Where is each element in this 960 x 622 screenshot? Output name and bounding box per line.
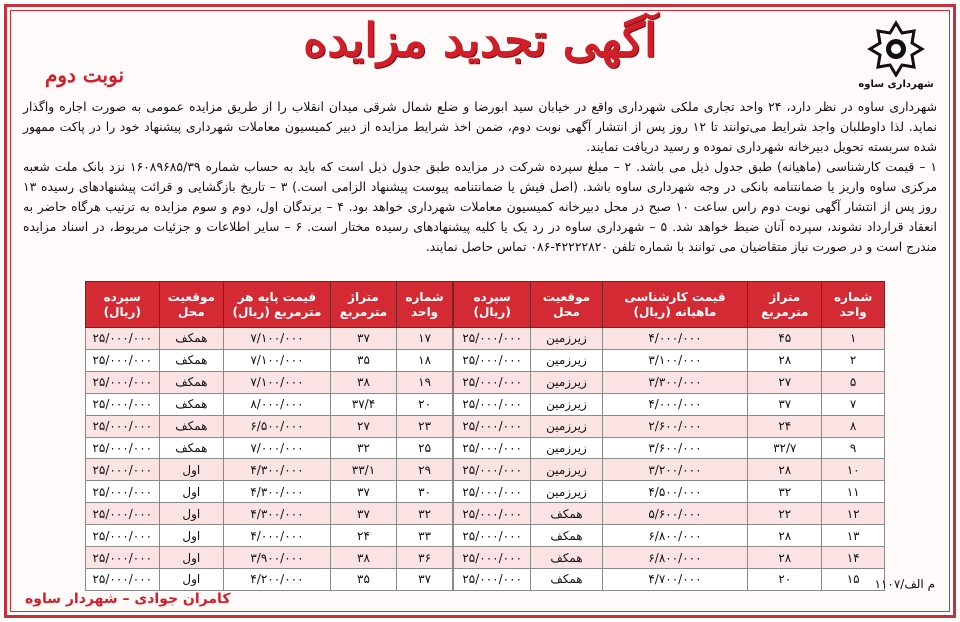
table-cell: ۲۵/۰۰۰/۰۰۰ bbox=[454, 481, 531, 503]
table-cell: ۲۷ bbox=[330, 415, 396, 437]
table-cell: ۵ bbox=[822, 371, 885, 393]
table-row bbox=[454, 525, 885, 547]
table-cell: همکف bbox=[159, 393, 224, 415]
notice-header bbox=[7, 13, 953, 93]
notice-title: آگهی تجدید مزایده bbox=[303, 13, 657, 67]
table-row bbox=[454, 393, 885, 415]
table-cell: ۱۹ bbox=[397, 371, 453, 393]
table-cell: همکف bbox=[159, 349, 224, 371]
table-cell: ۲۵/۰۰۰/۰۰۰ bbox=[86, 547, 160, 569]
auction-notice bbox=[4, 4, 956, 618]
table-row bbox=[86, 459, 453, 481]
col-location: موقعیت محل bbox=[159, 282, 224, 328]
table-cell: همکف bbox=[531, 503, 602, 525]
table-cell: ۸/۰۰۰/۰۰۰ bbox=[224, 393, 331, 415]
table-cell: ۳۲ bbox=[330, 437, 396, 459]
table-cell: ۴/۲۰۰/۰۰۰ bbox=[224, 568, 331, 590]
table-cell: ۳۷ bbox=[330, 328, 396, 350]
table-cell: ۷ bbox=[822, 393, 885, 415]
table-cell: ۱۰ bbox=[822, 459, 885, 481]
table-cell: ۲۵/۰۰۰/۰۰۰ bbox=[86, 568, 160, 590]
table-cell: ۳۵ bbox=[330, 349, 396, 371]
table-cell: ۲۵/۰۰۰/۰۰۰ bbox=[86, 503, 160, 525]
table-cell: ۲۲ bbox=[748, 503, 822, 525]
units-table-left-body bbox=[86, 328, 453, 591]
table-cell: ۳۸ bbox=[330, 371, 396, 393]
table-row bbox=[86, 547, 453, 569]
table-cell: ۴/۳۰۰/۰۰۰ bbox=[224, 503, 331, 525]
col-deposit: سپرده (ریال) bbox=[454, 282, 531, 328]
table-cell: ۲۰ bbox=[748, 568, 822, 590]
table-row bbox=[454, 415, 885, 437]
table-cell: ۱۴ bbox=[822, 547, 885, 569]
table-cell: همکف bbox=[159, 437, 224, 459]
table-cell: ۶/۸۰۰/۰۰۰ bbox=[602, 525, 748, 547]
table-row bbox=[454, 459, 885, 481]
table-cell: ۲۵/۰۰۰/۰۰۰ bbox=[454, 415, 531, 437]
table-row bbox=[86, 371, 453, 393]
table-cell: ۲۵/۰۰۰/۰۰۰ bbox=[454, 459, 531, 481]
col-area: متراژ مترمربع bbox=[330, 282, 396, 328]
units-table-left bbox=[85, 281, 453, 591]
table-cell: ۲۵/۰۰۰/۰۰۰ bbox=[454, 437, 531, 459]
table-cell: ۳/۱۰۰/۰۰۰ bbox=[602, 349, 748, 371]
table-cell: همکف bbox=[159, 328, 224, 350]
table-cell: همکف bbox=[159, 415, 224, 437]
table-cell: ۸ bbox=[822, 415, 885, 437]
table-row bbox=[454, 547, 885, 569]
table-cell: ۳۳ bbox=[397, 525, 453, 547]
table-cell: ۳۷/۴ bbox=[330, 393, 396, 415]
table-cell: ۴/۳۰۰/۰۰۰ bbox=[224, 459, 331, 481]
table-cell: ۱ bbox=[822, 328, 885, 350]
table-cell: ۳۸ bbox=[330, 547, 396, 569]
table-cell: ۲۵/۰۰۰/۰۰۰ bbox=[86, 328, 160, 350]
table-cell: اول bbox=[159, 547, 224, 569]
intro-paragraph: شهرداری ساوه در نظر دارد، ۲۴ واحد تجاری ملکی شهرداری واقع در خیابان سید ابورضا و ضلع شمال شرقی میدان انقلاب را از طریق مزایده عمومی به صورت اجاره واگذار نماید. لذا داوطلبان واجد شرایط می‌توانند تا ۱۲ روز پس از انتشار آگهی نوبت دوم، ضمن اخذ شرایط مزایده از دبیر کمیسیون معاملات شهرداری پیشنهاد خود را در پاکت ممهور شده سربسته تحویل دبیرخانه شهرداری نموده و رسید دریافت نمایند. bbox=[23, 99, 937, 154]
table-cell: ۲۵/۰۰۰/۰۰۰ bbox=[86, 481, 160, 503]
table-cell: ۱۱ bbox=[822, 481, 885, 503]
units-table-right bbox=[453, 281, 885, 591]
table-cell: ۱۵ bbox=[822, 568, 885, 590]
table-cell: ۳۳/۱ bbox=[330, 459, 396, 481]
notice-body bbox=[23, 97, 937, 257]
table-cell: ۳۲ bbox=[748, 481, 822, 503]
table-cell: ۷/۰۰۰/۰۰۰ bbox=[224, 437, 331, 459]
table-cell: ۲۹ bbox=[397, 459, 453, 481]
col-base-price: قیمت پایه هر مترمربع (ریال) bbox=[224, 282, 331, 328]
table-cell: ۳/۶۰۰/۰۰۰ bbox=[602, 437, 748, 459]
table-row bbox=[86, 349, 453, 371]
table-row bbox=[86, 437, 453, 459]
table-cell: ۳/۹۰۰/۰۰۰ bbox=[224, 547, 331, 569]
table-cell: ۷/۱۰۰/۰۰۰ bbox=[224, 349, 331, 371]
table-cell: ۲۵/۰۰۰/۰۰۰ bbox=[454, 393, 531, 415]
table-cell: ۳۲ bbox=[397, 503, 453, 525]
table-cell: ۳۷ bbox=[397, 568, 453, 590]
table-row bbox=[86, 525, 453, 547]
table-cell: ۳۰ bbox=[397, 481, 453, 503]
table-cell: همکف bbox=[531, 568, 602, 590]
table-cell: ۲۷ bbox=[748, 371, 822, 393]
table-row bbox=[86, 393, 453, 415]
table-row bbox=[86, 328, 453, 350]
table-cell: ۶/۸۰۰/۰۰۰ bbox=[602, 547, 748, 569]
logo-caption: شهرداری ساوه bbox=[858, 79, 934, 90]
table-row bbox=[454, 371, 885, 393]
table-cell: زیرزمین bbox=[531, 393, 602, 415]
table-cell: ۲۸ bbox=[748, 459, 822, 481]
table-cell: ۳۷ bbox=[330, 503, 396, 525]
table-cell: ۲۵/۰۰۰/۰۰۰ bbox=[86, 525, 160, 547]
table-cell: زیرزمین bbox=[531, 349, 602, 371]
table-cell: ۲۵/۰۰۰/۰۰۰ bbox=[454, 568, 531, 590]
table-cell: همکف bbox=[159, 371, 224, 393]
table-row bbox=[86, 503, 453, 525]
table-cell: ۲۸ bbox=[748, 525, 822, 547]
table-cell: ۷/۱۰۰/۰۰۰ bbox=[224, 371, 331, 393]
table-cell: ۲۴ bbox=[330, 525, 396, 547]
table-cell: ۴/۰۰۰/۰۰۰ bbox=[602, 393, 748, 415]
table-cell: ۲۴ bbox=[748, 415, 822, 437]
conditions-paragraph: ۱ – قیمت کارشناسی (ماهیانه) طبق جدول ذیل می باشد. ۲ – مبلغ سپرده شرکت در مزایده طبق جدول ذیل است که باید به حساب شماره ۱۶۰۸۹۶۸۵/۳۹ نزد بانک ملت شعبه مرکزی ساوه واریز یا ضمانتنامه بانکی در وجه شهرداری ساوه باشد. (اصل فیش یا ضمانتنامه پیوست پیشنهاد الزامی است.) ۳ – تاریخ بازگشایی و قرائت پیشنهادهای رسیده ۱۳ روز پس از انتشار آگهی نوبت دوم راس ساعت ۱۰ صبح در محل دبیرخانه کمیسیون معاملات شهرداری خواهد بود. ۴ – برندگان اول، دوم و سوم مزایده به ترتیب هرگاه حاضر به انعقاد قرارداد نشوند، سپرده آنان ضبط خواهد شد. ۵ – شهرداری ساوه در رد یک یا کلیه پیشنهادهای رسیده مختار است. ۶ – سایر اطلاعات و جزئیات مربوط، در اسناد مزایده مندرج است و در صورت نیاز متقاضیان می توانند با شماره تلفن ۴۲۲۲۲۸۲۰-۰۸۶ تماس حاصل نمایند. bbox=[23, 159, 937, 254]
publication-round: نوبت دوم bbox=[45, 63, 125, 87]
table-cell: زیرزمین bbox=[531, 415, 602, 437]
table-cell: ۳/۲۰۰/۰۰۰ bbox=[602, 459, 748, 481]
table-cell: ۹ bbox=[822, 437, 885, 459]
table-cell: ۱۷ bbox=[397, 328, 453, 350]
table-cell: اول bbox=[159, 525, 224, 547]
table-cell: ۲/۶۰۰/۰۰۰ bbox=[602, 415, 748, 437]
table-cell: ۲۵ bbox=[397, 437, 453, 459]
table-cell: همکف bbox=[531, 525, 602, 547]
table-cell: ۲۵/۰۰۰/۰۰۰ bbox=[86, 459, 160, 481]
table-cell: ۲۵/۰۰۰/۰۰۰ bbox=[454, 525, 531, 547]
table-row bbox=[454, 481, 885, 503]
table-cell: ۲۵/۰۰۰/۰۰۰ bbox=[86, 371, 160, 393]
table-cell: ۳۶ bbox=[397, 547, 453, 569]
table-cell: ۲۸ bbox=[748, 547, 822, 569]
table-row bbox=[86, 481, 453, 503]
table-cell: ۴/۰۰۰/۰۰۰ bbox=[224, 525, 331, 547]
table-cell: ۲۳ bbox=[397, 415, 453, 437]
table-cell: ۳۷ bbox=[330, 481, 396, 503]
table-cell: ۲۵/۰۰۰/۰۰۰ bbox=[454, 503, 531, 525]
table-cell: ۱۳ bbox=[822, 525, 885, 547]
table-cell: ۲۵/۰۰۰/۰۰۰ bbox=[86, 437, 160, 459]
table-cell: ۶/۵۰۰/۰۰۰ bbox=[224, 415, 331, 437]
table-cell: زیرزمین bbox=[531, 481, 602, 503]
table-cell: ۴۵ bbox=[748, 328, 822, 350]
table-cell: ۲۰ bbox=[397, 393, 453, 415]
table-cell: ۷/۱۰۰/۰۰۰ bbox=[224, 328, 331, 350]
table-cell: ۲۵/۰۰۰/۰۰۰ bbox=[454, 328, 531, 350]
table-cell: ۴/۷۰۰/۰۰۰ bbox=[602, 568, 748, 590]
table-cell: اول bbox=[159, 459, 224, 481]
table-cell: زیرزمین bbox=[531, 459, 602, 481]
col-unit-number: شماره واحد bbox=[397, 282, 453, 328]
table-cell: ۵/۶۰۰/۰۰۰ bbox=[602, 503, 748, 525]
col-deposit: سپرده (ریال) bbox=[86, 282, 160, 328]
publication-code: م الف/۱۱۰۷ bbox=[874, 577, 935, 591]
table-cell: اول bbox=[159, 568, 224, 590]
table-row bbox=[86, 415, 453, 437]
table-cell: ۳۵ bbox=[330, 568, 396, 590]
col-location: موقعیت محل bbox=[531, 282, 602, 328]
mayor-signature: کامران جوادی – شهردار ساوه bbox=[25, 591, 231, 607]
table-cell: ۲۵/۰۰۰/۰۰۰ bbox=[86, 393, 160, 415]
col-unit-number: شماره واحد bbox=[822, 282, 885, 328]
table-cell: ۱۸ bbox=[397, 349, 453, 371]
table-cell: ۲۵/۰۰۰/۰۰۰ bbox=[86, 349, 160, 371]
table-row bbox=[454, 503, 885, 525]
table-row bbox=[454, 349, 885, 371]
table-cell: ۱۲ bbox=[822, 503, 885, 525]
units-table-right-body bbox=[454, 328, 885, 591]
col-area: متراژ مترمربع bbox=[748, 282, 822, 328]
table-cell: زیرزمین bbox=[531, 328, 602, 350]
table-row bbox=[454, 328, 885, 350]
table-cell: اول bbox=[159, 481, 224, 503]
table-row bbox=[86, 568, 453, 590]
table-cell: ۳۲/۷ bbox=[748, 437, 822, 459]
table-cell: ۲۵/۰۰۰/۰۰۰ bbox=[86, 415, 160, 437]
table-cell: ۳۷ bbox=[748, 393, 822, 415]
units-tables bbox=[85, 281, 885, 591]
table-cell: ۲ bbox=[822, 349, 885, 371]
col-expert-price: قیمت کارشناسی ماهیانه (ریال) bbox=[602, 282, 748, 328]
table-cell: زیرزمین bbox=[531, 437, 602, 459]
table-row bbox=[454, 568, 885, 590]
table-cell: ۳/۳۰۰/۰۰۰ bbox=[602, 371, 748, 393]
table-cell: ۲۵/۰۰۰/۰۰۰ bbox=[454, 371, 531, 393]
table-cell: ۲۸ bbox=[748, 349, 822, 371]
table-cell: زیرزمین bbox=[531, 371, 602, 393]
table-cell: ۴/۳۰۰/۰۰۰ bbox=[224, 481, 331, 503]
table-cell: اول bbox=[159, 503, 224, 525]
table-cell: ۴/۵۰۰/۰۰۰ bbox=[602, 481, 748, 503]
table-cell: همکف bbox=[531, 547, 602, 569]
table-cell: ۲۵/۰۰۰/۰۰۰ bbox=[454, 547, 531, 569]
table-cell: ۴/۰۰۰/۰۰۰ bbox=[602, 328, 748, 350]
table-cell: ۲۵/۰۰۰/۰۰۰ bbox=[454, 349, 531, 371]
table-row bbox=[454, 437, 885, 459]
